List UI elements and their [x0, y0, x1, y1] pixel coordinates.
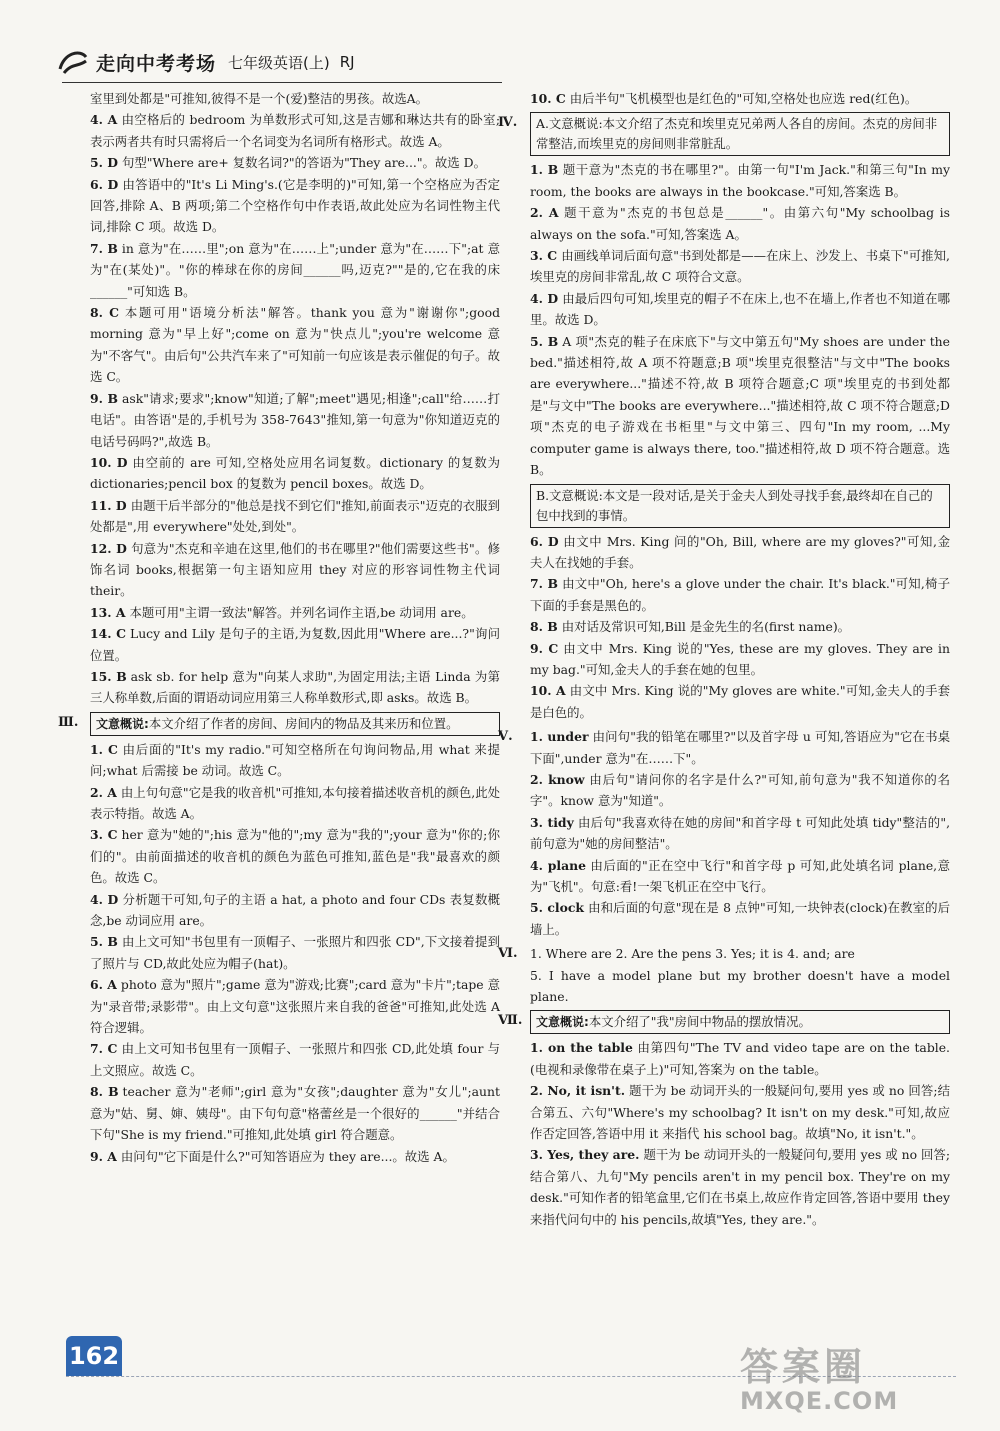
section-5-answers: [530, 726, 950, 940]
item-number: 5. B: [530, 333, 559, 349]
summary-text: 本文介绍了作者的房间、房间内的物品及其来历和位置。: [148, 715, 459, 731]
edition-label: RJ: [339, 53, 355, 71]
item-text: 由文中 Mrs. King 说的"Yes, these are my gloves. They are in my bag."可知,金夫人的手套在她的包里。: [530, 640, 950, 677]
item-number: 3. Yes, they are.: [530, 1147, 640, 1163]
list-item: [90, 602, 500, 623]
item-number: 8. B: [530, 619, 558, 635]
list-item: [530, 897, 950, 940]
list-item: [90, 889, 500, 932]
item-number: 4. plane: [530, 857, 587, 873]
item-number: 8. C: [90, 305, 119, 321]
list-item: [530, 88, 950, 109]
list-item: [530, 531, 950, 574]
list-item: [90, 623, 500, 666]
brand-logo-icon: [56, 47, 90, 77]
item-text: A 项"杰克的鞋子在床底下"与文中第五句"My shoes are under the bed."描述相符,故 A 项不符题意;B 项"埃里克很整洁"与文中"The books are everywhere..."描述不符,故 B 项符合题意;C 项"埃里克的书到处都是"与文中"The books are everywhere..."描述相符,故 C 项不符合题意;D 项"杰克的电子游戏在书柜里"与文中第三、四句"In my room, ...My computer game is always there, too."描述相符,故 D 项不符合题意。选 B。: [530, 333, 950, 478]
item-text: 由问句"我的铅笔在哪里?"以及首字母 u 可知,答语应为"它在书桌下面",under 意为"在……下"。: [530, 729, 950, 766]
section-4b-answers: [530, 531, 950, 724]
list-item: [90, 739, 500, 782]
item-text: 由空前的 are 可知,空格处应用名词复数。dictionary 的复数为 dictionaries;pencil box 的复数为 pencil boxes。故选 D。: [90, 454, 500, 492]
item-text: 分析题干可知,句子的主语 a hat, a photo and four CDs 表复数概念,be 动词应用 are。: [90, 891, 501, 929]
watermark: [740, 1336, 990, 1416]
item-text: 由和后面的句意"现在是 8 点钟"可知,一块钟表(clock)在教室的后墙上。: [530, 900, 950, 937]
item-text: her 意为"她的";his 意为"他的";my 意为"我的";your 意为"你的;你们的"。由前面描述的收音机的颜色为蓝色可推知,蓝色是"我"最喜欢的颜色。故选 C。: [90, 827, 500, 886]
list-item: [90, 666, 500, 709]
item-number: 4. A: [90, 112, 118, 128]
list-item: [530, 1037, 950, 1080]
list-item: [530, 769, 950, 812]
page-number: 162: [66, 1336, 122, 1376]
answer-list: [90, 109, 500, 708]
item-text: 题干为 be 动词开头的一般疑问句,要用 yes 或 no 回答;结合第五、六句"Where's my schoolbag? It isn't on my desk."可知,故应作否定回答,答语中用 it 来指代 his school bag。故填"No, it isn't."。: [530, 1083, 951, 1142]
item-text: 由文中 Mrs. King 说的"My gloves are white."可知,金夫人的手套是白色的。: [530, 683, 951, 720]
item-number: 14. C: [90, 626, 126, 642]
answer-line: 5. I have a model plane but my brother doesn't have a model plane.: [530, 967, 950, 1005]
item-text: 题干意为"杰克的书包总是______"。由第六句"My schoolbag is always on the sofa."可知,答案选 A。: [530, 205, 950, 242]
item-number: 1. B: [530, 162, 559, 178]
summary-box: [90, 712, 500, 736]
list-item: [530, 1144, 950, 1230]
brand-title: 走向中考考场: [96, 52, 217, 75]
subject-title: 七年级英语(上): [228, 53, 330, 72]
item-number: 6. D: [530, 533, 559, 549]
list-item: [530, 331, 950, 481]
list-item: [530, 573, 950, 616]
item-text: teacher 意为"老师";girl 意为"女孩";daughter 意为"女儿";aunt 意为"姑、舅、婶、姨母"。由下句句意"格蕾丝是一个很好的______"并结合下句"She is my friend."可推知,此处填 girl 符合题意。: [90, 1084, 500, 1143]
header-divider: [62, 82, 502, 83]
item-number: 10. A: [530, 683, 566, 699]
section-7: [498, 1010, 950, 1034]
item-text: 由对话及常识可知,Bill 是金先生的名(first name)。: [561, 619, 851, 635]
item-text: 由最后四句可知,埃里克的帽子不在床上,也不在墙上,作者也不知道在哪里。故选 D。: [530, 290, 950, 328]
summary-box-b: B.文意概说:本文是一段对话,是关于金夫人到处寻找手套,最终却在自己的包中找到的事情。: [530, 484, 950, 528]
list-item: [90, 495, 500, 538]
summary-label: 文意概说:: [96, 716, 149, 731]
item-number: 7. B: [530, 576, 558, 592]
list-item: [530, 680, 950, 723]
list-item: [90, 538, 500, 602]
item-number: 2. know: [530, 771, 585, 787]
item-text: 本题可用"主谓一致法"解答。并列名词作主语,be 动词用 are。: [129, 604, 474, 620]
item-text: 由第四句"The TV and video tape are on the table.(电视和录像带在桌子上)"可知,答案为 on the table。: [530, 1040, 950, 1077]
summary-box-a: A.文意概说:本文介绍了杰克和埃里克兄弟两人各自的房间。杰克的房间非常整洁,而埃里克的房间则非常脏乱。: [530, 112, 950, 156]
list-item: [90, 452, 500, 495]
item-text: 题干意为"杰克的书在哪里?"。由第一句"I'm Jack."和第三句"In my room, the books are always in the bookcase."可知,答案选 B。: [530, 162, 950, 199]
summary-text: 本文介绍了"我"房间中物品的摆放情况。: [588, 1014, 811, 1030]
list-item: [90, 931, 500, 974]
item-number: 2. A: [90, 784, 117, 800]
list-item: [90, 1081, 500, 1145]
item-text: Lucy and Lily 是句子的主语,为复数,因此用"Where are...?"询问位置。: [90, 626, 500, 663]
item-number: 13. A: [90, 604, 126, 620]
item-number: 3. tidy: [530, 814, 574, 830]
item-number: 10. D: [90, 454, 128, 470]
item-number: 5. D: [90, 155, 118, 171]
section-4b: [530, 484, 950, 528]
list-item: [90, 302, 500, 388]
item-number: 2. No, it isn't.: [530, 1083, 626, 1099]
section-mark: Ⅴ.: [498, 729, 513, 745]
item-number: 11. D: [90, 497, 127, 513]
list-item: [90, 1038, 500, 1081]
item-text: 由上句句意"它是我的收音机"可推知,本句接着描述收音机的颜色,此处表示特指。故选 A。: [90, 784, 500, 821]
item-text: 由后面的"正在空中飞行"和首字母 p 可知,此处填名词 plane,意为"飞机"。句意:看!一架飞机正在空中飞行。: [530, 857, 950, 894]
item-text: 由画线单词后面句意"书到处都是——在床上、沙发上、书桌下"可推知,埃里克的房间非常乱,故 C 项符合文意。: [530, 248, 950, 285]
section-7-answers: [530, 1037, 950, 1230]
list-item: [90, 238, 500, 302]
item-text: ask sb. for help 意为"向某人求助",为固定用法;主语 Linda 为第三人称单数,后面的谓语动词应用第三人称单数形式,即 asks。故选 B。: [90, 668, 500, 706]
item-number: 5. B: [90, 934, 118, 950]
list-item: [530, 202, 950, 245]
item-number: 7. C: [90, 1041, 118, 1057]
section-4: [498, 112, 950, 156]
item-number: 2. A: [530, 205, 559, 221]
list-item: [90, 109, 500, 152]
list-item: [90, 174, 500, 238]
list-item: [530, 245, 950, 288]
section-mark: Ⅵ.: [498, 946, 518, 962]
list-item: [530, 726, 950, 769]
item-text: 由上文可知书包里有一顶帽子、一张照片和四张 CD,此处填 four 与上文照应。故选 C。: [90, 1041, 500, 1078]
item-number: 10. C: [530, 91, 566, 106]
item-text: 本题可用"语境分析法"解答。thank you 意为"谢谢你";good morning 意为"早上好";come on 意为"快点儿";you're welcome 意为"不客气"。由后句"公共汽车来了"可知前一句应该是表示催促的句子。故选 C。: [90, 305, 500, 385]
item-text: 由题干后半部分的"他总是找不到它们"推知,前面表示"迈克的衣服到处都是",用 everywhere"处处,到处"。: [90, 497, 500, 535]
list-item: [90, 974, 500, 1038]
list-item: [90, 782, 500, 825]
item-number: 6. A: [90, 977, 117, 993]
item-number: 3. C: [90, 827, 118, 843]
item-text: 由问句"它下面是什么?"可知答语应为 they are...。故选 A。: [120, 1148, 455, 1164]
item-number: 9. B: [90, 390, 119, 406]
right-column: [498, 88, 951, 1230]
item-number: 5. clock: [530, 900, 585, 916]
watermark-text: 答案圈: [740, 1345, 867, 1389]
item-text: 由后句"我喜欢待在她的房间"和首字母 t 可知此处填 tidy"整洁的",前句意为"她的房间整洁"。: [530, 814, 951, 852]
section-mark: Ⅳ.: [498, 115, 518, 131]
watermark-url: MXQE.COM: [740, 1387, 899, 1415]
item-number: 4. D: [530, 290, 559, 306]
section-mark: Ⅶ.: [498, 1013, 523, 1029]
item-number: 12. D: [90, 540, 127, 556]
item-text: ask"请求;要求";know"知道;了解";meet"遇见;相逢";call"给……打电话"。由答语"是的,手机号为 358-7643"推知,第一句意为"你知道迈克的电话号码吗?",故选 B。: [90, 390, 500, 449]
item-number: 8. B: [90, 1084, 119, 1100]
section-3-answers: [90, 739, 500, 1167]
item-text: 题干为 be 动词开头的一般疑问句,要用 yes 或 no 回答;结合第八、九句"My pencils aren't in my pencil box. They're on my desk."可知作者的铅笔盒里,它们在书桌上,故应作肯定回答,答语中要用 they 来指代问句中的 his pencils,故填"Yes, they are."。: [530, 1147, 951, 1227]
item-text: 由上文可知"书包里有一顶帽子、一张照片和四张 CD",下文接着提到了照片与 CD,故此处应为帽子(hat)。: [90, 934, 500, 971]
item-number: 1. C: [90, 741, 118, 757]
continued-text: 室里到处都是"可推知,彼得不是一个(爱)整洁的男孩。故选A。: [90, 91, 429, 106]
list-item: [530, 855, 950, 898]
list-item: [90, 1146, 500, 1167]
summary-box: [530, 1010, 950, 1034]
item-text: in 意为"在……里";on 意为"在……上";under 意为"在……下";at 意为"在(某处)"。"你的棒球在你的房间______吗,迈克?""是的,它在我的床______"可知选 B。: [90, 240, 500, 299]
item-text: 句型"Where are+ 复数名词?"的答语为"They are..."。故选 D。: [122, 155, 486, 171]
item-number: 9. A: [90, 1148, 117, 1164]
item-text: 句意为"杰克和辛迪在这里,他们的书在哪里?"他们需要这些书"。修饰名词 books,根据第一句主语知应用 they 对应的形容词性物主代词 their。: [90, 540, 500, 599]
summary-label: 文意概说:: [536, 1015, 589, 1030]
list-item: [90, 152, 500, 173]
item-text: 由文中"Oh, here's a glove under the chair. It's black."可知,椅子下面的手套是黑色的。: [530, 576, 950, 613]
list-item: [530, 812, 950, 855]
section-6: [498, 943, 950, 1007]
item-number: 6. D: [90, 176, 119, 192]
section-4a-answers: [530, 159, 950, 480]
list-item: [90, 388, 500, 452]
item-text: photo 意为"照片";game 意为"游戏;比赛";card 意为"卡片";tape 意为"录音带;录影带"。由上文句意"这张照片来自我的爸爸"可推知,此处选 A 符合逻辑。: [90, 977, 500, 1036]
list-item: [530, 159, 950, 202]
item-text: 由空格后的 bedroom 为单数形式可知,这是吉娜和琳达共有的卧室;表示两者共有时只需将后一个名词变为名词所有格形式。故选 A。: [90, 112, 500, 149]
list-item: [90, 824, 500, 888]
item-number: 9. C: [530, 640, 559, 656]
item-number: 1. on the table: [530, 1040, 633, 1056]
item-number: 1. under: [530, 729, 589, 745]
item-number: 7. B: [90, 240, 118, 256]
list-item: [530, 616, 950, 637]
section-5: [498, 726, 951, 940]
item-text: 由答语中的"It's Li Ming's.(它是李明的)"可知,第一个空格应为否定回答,排除 A、B 两项;第二个空格作句中作表语,故此处应为名词性物主代词,排除 C 项。故选 D。: [90, 176, 500, 235]
section-mark: Ⅲ.: [58, 714, 79, 730]
item-number: 15. B: [90, 668, 127, 684]
item-text: 由后面的"It's my radio."可知空格所在句询问物品,用 what 来提问;what 后需接 be 动词。故选 C。: [90, 741, 500, 779]
page-header: [56, 44, 496, 80]
list-item: [530, 638, 950, 681]
list-item: [530, 288, 950, 331]
left-column: [58, 88, 501, 1167]
answer-line: 1. Where are 2. Are the pens 3. Yes; it is 4. and; are: [530, 946, 855, 962]
item-text: 由后半句"飞机模型也是红色的"可知,空格处也应选 red(红色)。: [569, 91, 918, 106]
section-3: [58, 712, 500, 736]
item-number: 3. C: [530, 248, 558, 264]
item-number: 4. D: [90, 891, 119, 907]
item-text: 由文中 Mrs. King 问的"Oh, Bill, where are my gloves?"可知,金夫人在找她的手套。: [530, 533, 951, 570]
item-text: 由后句"请问你的名字是什么?"可知,前句意为"我不知道你的名字"。know 意为"知道"。: [530, 771, 950, 809]
list-item: [530, 1080, 950, 1144]
